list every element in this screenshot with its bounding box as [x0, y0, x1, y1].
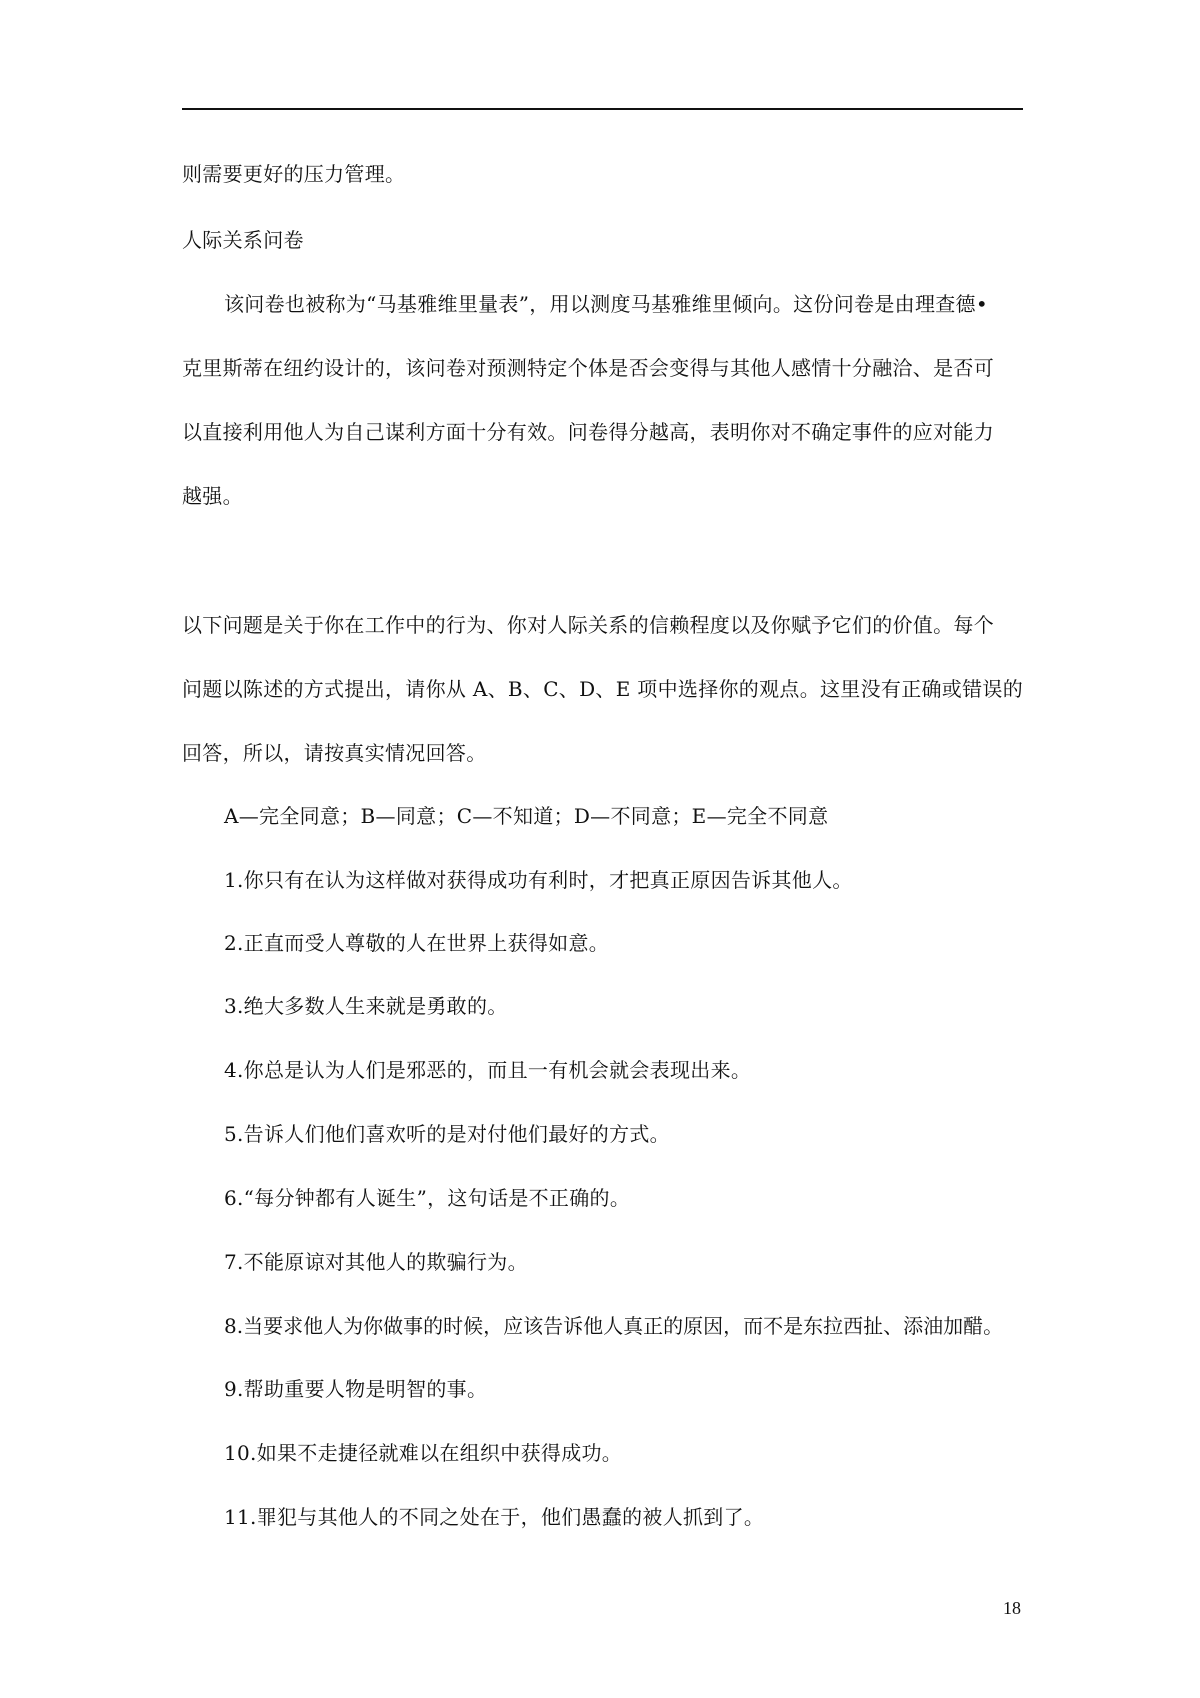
questionnaire-item-11: 11.罪犯与其他人的不同之处在于，他们愚蠢的被人抓到了。: [224, 1505, 765, 1529]
questionnaire-item-6: 6.“每分钟都有人诞生”，这句话是不正确的。: [224, 1186, 631, 1210]
instructions-line-2: 问题以陈述的方式提出，请你从 A、B、C、D、E 项中选择你的观点。这里没有正确或错误的: [182, 677, 1023, 701]
questionnaire-item-2: 2.正直而受人尊敬的人在世界上获得如意。: [224, 931, 610, 955]
questionnaire-item-8: 8.当要求他人为你做事的时候，应该告诉他人真正的原因，而不是东拉西扯、添油加醋。: [224, 1314, 1004, 1338]
questionnaire-item-1: 1.你只有在认为这样做对获得成功有利时，才把真正原因告诉其他人。: [224, 868, 853, 892]
paragraph-continuation: 则需要更好的压力管理。: [182, 162, 406, 186]
intro-line-2: 克里斯蒂在纽约设计的，该问卷对预测特定个体是否会变得与其他人感情十分融洽、是否可: [182, 356, 994, 380]
questionnaire-item-3: 3.绝大多数人生来就是勇敢的。: [224, 994, 508, 1018]
instructions-line-1: 以下问题是关于你在工作中的行为、你对人际关系的信赖程度以及你赋予它们的价值。每个: [182, 613, 994, 637]
intro-line-1: 该问卷也被称为“马基雅维里量表”，用以测度马基雅维里倾向。这份问卷是由理查德•: [224, 292, 988, 316]
questionnaire-item-7: 7.不能原谅对其他人的欺骗行为。: [224, 1250, 528, 1274]
intro-line-3: 以直接利用他人为自己谋利方面十分有效。问卷得分越高，表明你对不确定事件的应对能力: [182, 420, 994, 444]
questionnaire-item-5: 5.告诉人们他们喜欢听的是对付他们最好的方式。: [224, 1122, 670, 1146]
header-rule: [182, 108, 1023, 110]
scale-legend: A—完全同意；B—同意；C—不知道；D—不同意；E—完全不同意: [224, 804, 829, 828]
instructions-line-3: 回答，所以，请按真实情况回答。: [182, 741, 487, 765]
questionnaire-item-9: 9.帮助重要人物是明智的事。: [224, 1377, 488, 1401]
questionnaire-item-10: 10.如果不走捷径就难以在组织中获得成功。: [224, 1441, 623, 1465]
page-number: 18: [1003, 1598, 1021, 1618]
questionnaire-item-4: 4.你总是认为人们是邪恶的，而且一有机会就会表现出来。: [224, 1058, 752, 1082]
section-title: 人际关系问卷: [182, 228, 304, 252]
intro-line-4: 越强。: [182, 484, 243, 508]
